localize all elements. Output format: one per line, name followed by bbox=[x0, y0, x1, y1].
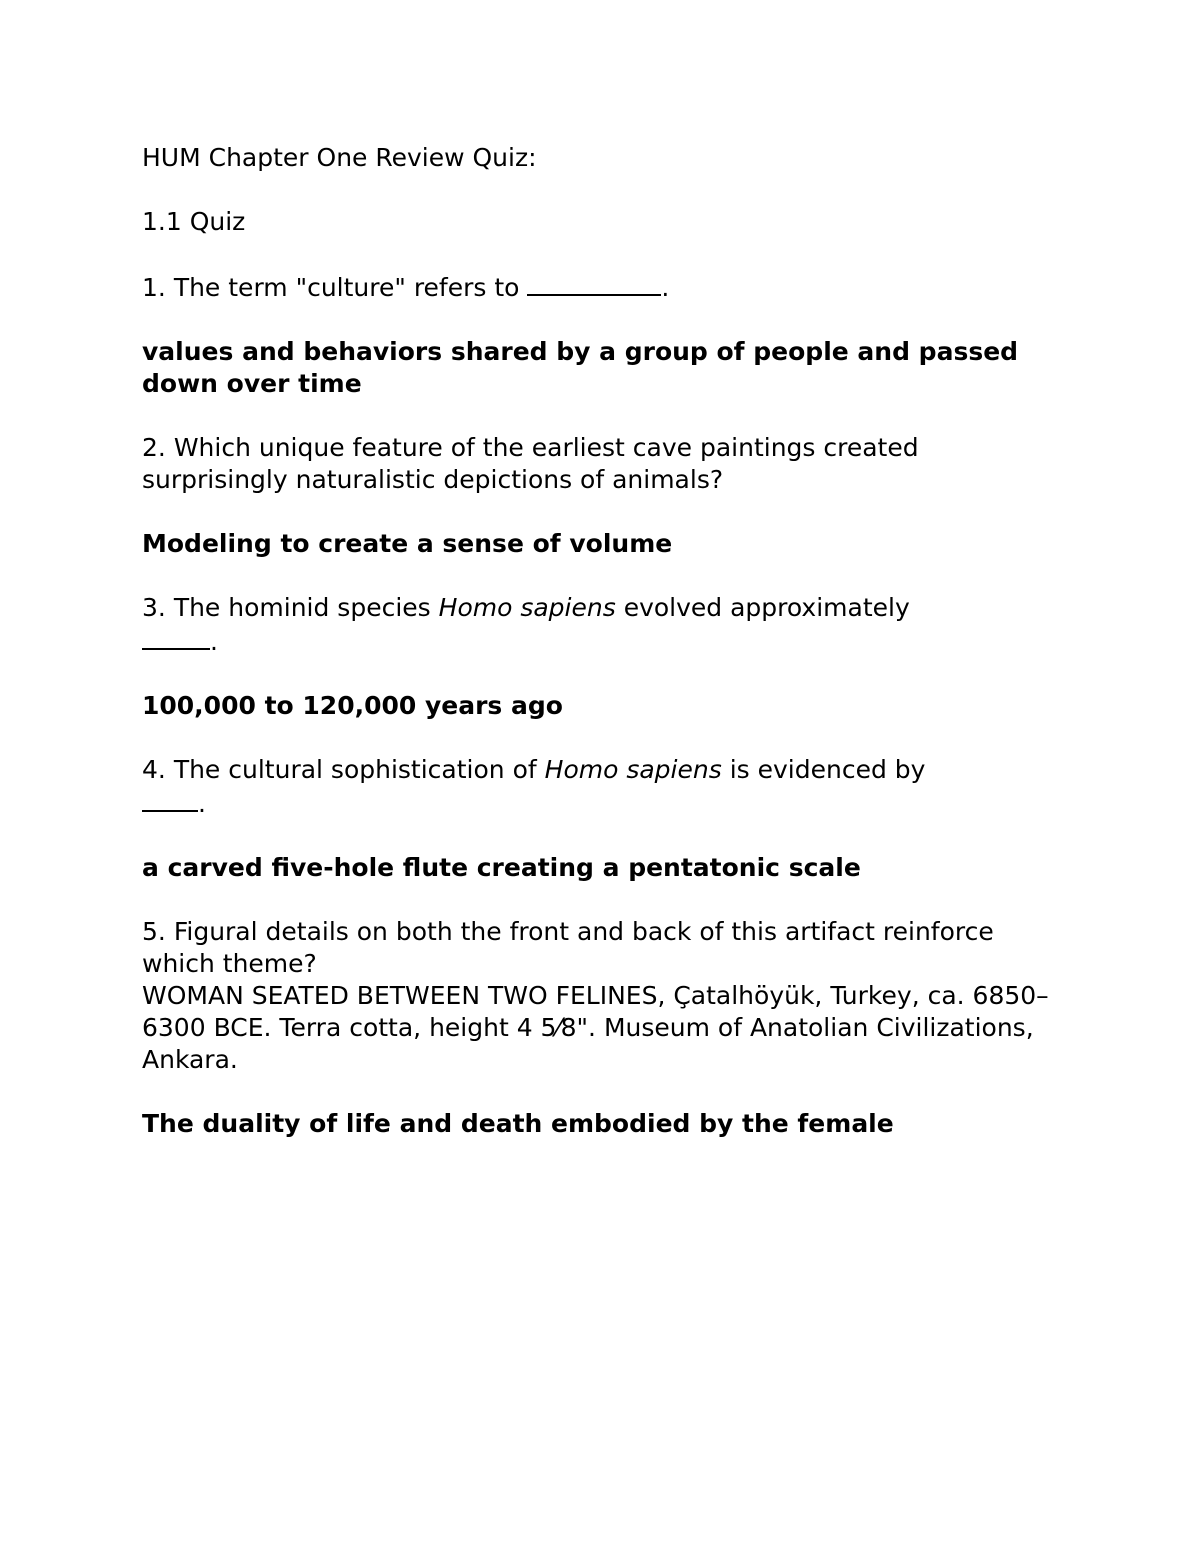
answer-1: values and behaviors shared by a group of people and passed down over time bbox=[142, 337, 1019, 398]
answer-blank bbox=[142, 786, 198, 812]
question-1 bbox=[142, 270, 1062, 304]
question-text: The cultural sophistication of bbox=[173, 755, 537, 784]
question-number: 4. bbox=[142, 755, 166, 784]
question-text-cont: evolved approximately bbox=[623, 593, 910, 622]
species-name: Homo sapiens bbox=[544, 755, 722, 784]
answer-5: The duality of life and death embodied by the female bbox=[142, 1109, 894, 1138]
question-text: The term "culture" refers to bbox=[173, 273, 520, 302]
answer-3: 100,000 to 120,000 years ago bbox=[142, 691, 563, 720]
answer-4: a carved five-hole flute creating a pentatonic scale bbox=[142, 853, 861, 882]
question-5 bbox=[142, 916, 1062, 1076]
question-text: Figural details on both the front and back of this artifact reinforce which theme? bbox=[142, 917, 994, 978]
document-body bbox=[142, 142, 1062, 1172]
question-end: . bbox=[661, 273, 670, 302]
question-text: The hominid species bbox=[173, 593, 431, 622]
question-number: 1. bbox=[142, 273, 166, 302]
answer-blank bbox=[142, 624, 210, 650]
question-text-cont: is evidenced by bbox=[729, 755, 926, 784]
document-title: HUM Chapter One Review Quiz: bbox=[142, 143, 537, 172]
section-heading: 1.1 Quiz bbox=[142, 207, 246, 236]
question-number: 3. bbox=[142, 593, 166, 622]
answer-2: Modeling to create a sense of volume bbox=[142, 529, 673, 558]
question-end: . bbox=[198, 789, 206, 818]
question-number: 5. bbox=[142, 917, 166, 946]
species-name: Homo sapiens bbox=[438, 593, 616, 622]
question-number: 2. bbox=[142, 433, 166, 462]
question-3 bbox=[142, 592, 1062, 658]
question-text: Which unique feature of the earliest cave paintings created surprisingly naturalistic depictions of animals? bbox=[142, 433, 919, 494]
artifact-caption: WOMAN SEATED BETWEEN TWO FELINES, Çatalhöyük, Turkey, ca. 6850–6300 BCE. Terra cotta, height 4 5⁄8". Museum of Anatolian Civilizations, Ankara. bbox=[142, 981, 1049, 1074]
question-2 bbox=[142, 432, 1062, 496]
question-end: . bbox=[210, 627, 218, 656]
answer-blank bbox=[527, 270, 661, 296]
question-4 bbox=[142, 754, 1062, 820]
